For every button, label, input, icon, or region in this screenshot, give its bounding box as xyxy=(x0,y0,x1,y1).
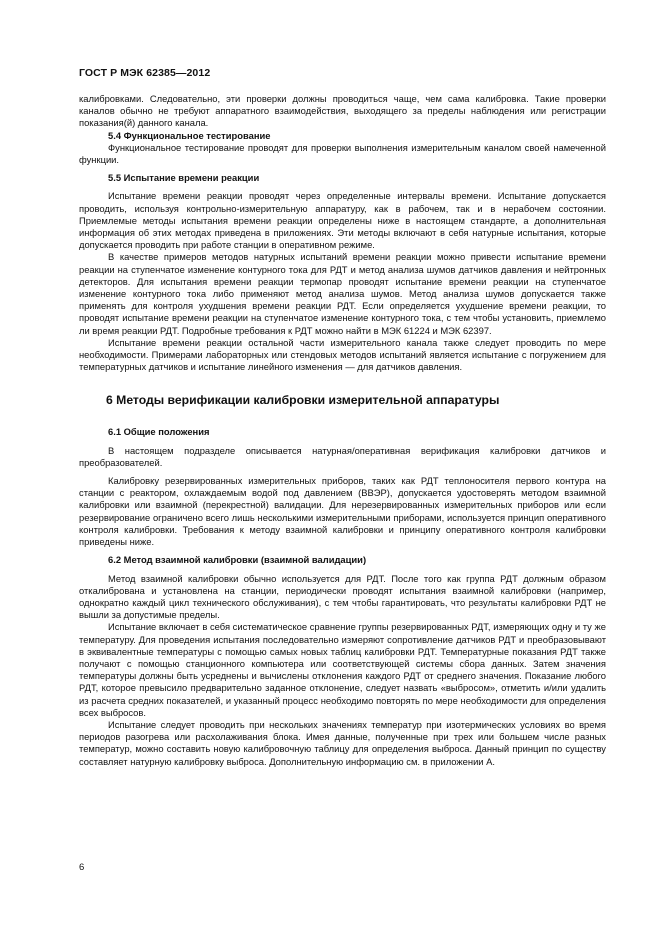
section-6-1-paragraph-2: Калибровку резервированных измерительных приборов, таких как РДТ теплоносителя первого контура на станции с реактором, охлаждаемым водой под давлением (ВВЭР), допускается удостоверять методом взаимной калибровки или взаимной (перекрестной) валидации. Для нерезервированных измерительных приборов или если резервирование ограничено всего лишь несколькими измерительными приборами, используется принцип оперативного контроля калибровки. Требования к методу взаимной калибровки и принципу оперативного контроля калибровки приведены ниже. xyxy=(79,475,606,548)
document-header: ГОСТ Р МЭК 62385—2012 xyxy=(79,67,211,79)
section-6-2-paragraph-1: Метод взаимной калибровки обычно используется для РДТ. После того как группа РДТ должным образом откалибрована и установлена на станции, периодически проводят испытания взаимной калибровки (например, однократно каждый цикл технического обслуживания), с тем чтобы гарантировать, что результаты калибровки РДТ не вышли за допустимые пределы. xyxy=(79,572,606,621)
section-6-1-heading: 6.1 Общие положения xyxy=(108,426,210,438)
section-5-4-paragraph: Функциональное тестирование проводят для проверки выполнения измерительным каналом своей намеченной функции. xyxy=(79,141,606,166)
page-number: 6 xyxy=(79,862,85,873)
section-5-5-heading: 5.5 Испытание времени реакции xyxy=(108,172,260,184)
section-6-2-paragraph-3: Испытание следует проводить при нескольких значениях температур при изотермических условиях во время периодов разогрева или расхолаживания блока. Имея данные, полученные при трех или большем числе разных температур, можно составить новую калибровочную таблицу для определения выброса. Данный принцип по существу составляет натурную калибровку выброса. Дополнительную информацию см. в приложении А. xyxy=(79,718,606,767)
section-6-1-paragraph-1: В настоящем подразделе описывается натурная/оперативная верификация калибровки датчиков и преобразователей. xyxy=(79,444,606,468)
section-6-2-paragraph-2: Испытание включает в себя систематическое сравнение группы резервированных РДТ, измеряющих одну и ту же температуру. Для проведения испытания последовательно измеряют сопротивление датчиков РДТ и преобразовывают в эквивалентные температуры с помощью самых новых таблиц калибровки РДТ. Температурные показания РДТ также получают с помощью станционного компьютера или соответствующей системы сбора данных. Затем значения температуры должны быть усреднены и вычислены отклонения каждого РДТ от среднего значения. Показание любого РДТ, которое превысило предварительно заданное отклонение, следует назвать «выбросом», отметить и/или удалить из расчета средних показателей, и указанный процесс необходимо повторять по мере необходимости для определения всех выбросов. xyxy=(79,621,606,718)
document-body xyxy=(79,93,606,768)
section-5-5-paragraph-1: Испытание времени реакции проводят через определенные интервалы времени. Испытание допускается проводить, используя контрольно-измерительную аппаратуру, как в рабочем, так и в нерабочем состоянии. Приемлемые методы испытания времени реакции определены ниже в настоящем стандарте, а дополнительная информация об этих методах приведена в приложениях. Эти методы включают в себя натурные испытания, которые допускается проводить при работе станции в оперативном режиме. xyxy=(79,190,606,251)
section-5-5-paragraph-2: В качестве примеров методов натурных испытаний времени реакции можно привести испытание времени реакции на ступенчатое изменение контурного тока для РДТ и метод анализа шумов датчиков давления и нейтронных детекторов. Для испытания времени реакции термопар проводят испытание времени реакции на ступенчатое изменение контурного тока либо применяют метод анализа шумов. Метод анализа шумов допускается также применять для контроля ухудшения времени реакции РДТ. Если определяется ухудшение времени реакции, то проводят испытание времени реакции на ступенчатое изменение контурного тока, с тем чтобы установить, приемлемо ли время реакции РДТ. Подробные требования к РДТ можно найти в МЭК 61224 и МЭК 62397. xyxy=(79,251,606,336)
section-6-2-heading: 6.2 Метод взаимной калибровки (взаимной валидации) xyxy=(108,554,367,566)
section-5-5-paragraph-3: Испытание времени реакции остальной части измерительного канала также следует проводить по мере необходимости. Примерами лабораторных или стендовых методов испытаний является испытание с погружением для температурных датчиков и испытание линейного изменения — для датчиков давления. xyxy=(79,336,606,373)
intro-paragraph: калибровками. Следовательно, эти проверки должны проводиться чаще, чем сама калибровка. Такие проверки каналов обычно не требуют аппаратного взаимодействия, выходящего за пределы наблюдения или регистрации показания(й) данного канала. xyxy=(79,93,606,129)
section-5-4-heading: 5.4 Функциональное тестирование xyxy=(108,129,271,141)
section-6-heading: 6 Методы верификации калибровки измерительной аппаратуры xyxy=(106,393,500,408)
